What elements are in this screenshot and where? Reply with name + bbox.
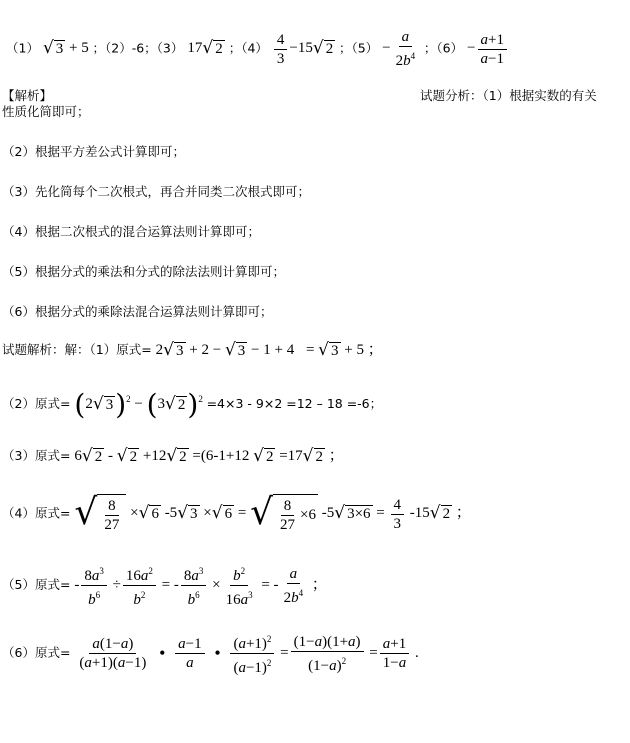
solution-2-tail: =4×3 - 9×2 =12 – 18 =-6； bbox=[206, 395, 383, 411]
solution-3-expr: 6 √ 2 - √ 2 +12 √ 2 =(6-1+12 √ 2 =17 √ 2 ； bbox=[74, 445, 344, 466]
solution-6 bbox=[2, 630, 419, 677]
solution-4 bbox=[2, 494, 471, 534]
answer-6-label: ；（6） bbox=[423, 40, 464, 56]
solution-6-expr: $\frac{a(1-a)}{(a+1)(a-1)}$ • $\frac{a-1}{a}$ • $\frac{(a+1)^2}{(a-1)^2}$ = $\frac{(1-a)(1+a)}{(1-a)^2}$ = $\frac{a+1}{1-a}$ . bbox=[74, 645, 418, 661]
analysis-header: 【解析】 bbox=[2, 88, 53, 103]
answer-4-value: $\frac{4}{3}$ −15 √ 2 bbox=[272, 40, 339, 56]
step-1: 性质化简即可； bbox=[2, 104, 90, 119]
answer-5-label: ；（5） bbox=[338, 40, 379, 56]
answer-4-label: ；（4） bbox=[228, 40, 268, 56]
solution-3 bbox=[2, 444, 344, 466]
answer-line bbox=[6, 28, 509, 70]
step-5: （5）根据分式的乘法和分式的除法法则计算即可； bbox=[2, 264, 285, 279]
solution-1-expr: 2 √ 3 + 2 − √ 3 − 1 + 4 = √ 3 + 5 ； bbox=[155, 339, 383, 360]
solution-intro: 试题解析：解：（1）原式= bbox=[2, 342, 152, 357]
solution-4-label: （4）原式= bbox=[2, 505, 71, 521]
step-6: （6）根据分式的乘除法混合运算法则计算即可； bbox=[2, 304, 273, 319]
solution-2-label: （2）原式= bbox=[2, 395, 71, 411]
solution-2-expr: (2 √ 3 )$^2$ − (3 √ 2 )$^2$ bbox=[74, 388, 203, 421]
solution-1 bbox=[2, 338, 383, 360]
solution-3-label: （3）原式= bbox=[2, 448, 71, 463]
solution-5-expr: - $\frac{8a^3}{b^6}$ ÷ $\frac{16a^2}{b^2}$ = - $\frac{8a^3}{b^6}$ × $\frac{b^2}{16a^3}$ = - $\frac{a}{2b^4}$ ； bbox=[74, 577, 326, 593]
analysis-intro: 试题分析：（1）根据实数的有关 bbox=[420, 88, 597, 103]
solution-4-expr: √ $\frac{8}{27}$ × √ 6 -5 √ 3 × √ 6 = √ $\frac{8}{27}$ ×6 -5 √ 3×6 = $\frac{4}{3}$ -15 √ 2 ； bbox=[74, 492, 471, 533]
answer-6-value: − $\frac{a+1}{a-1}$ bbox=[467, 40, 509, 56]
solution-5 bbox=[2, 562, 327, 609]
solution-5-label: （5）原式= bbox=[2, 576, 71, 592]
solution-6-label: （6）原式= bbox=[2, 644, 71, 660]
answer-3-value: 17 √ 2 bbox=[187, 38, 223, 58]
step-3: （3）先化简每个二次根式，再合并同类二次根式即可； bbox=[2, 184, 310, 199]
step-4: （4）根据二次根式的混合运算法则计算即可； bbox=[2, 224, 260, 239]
answer-2-3-label: ；（2）-6；（3） bbox=[92, 40, 184, 56]
step-2: （2）根据平方差公式计算即可； bbox=[2, 144, 185, 159]
answer-1-label: （1） bbox=[6, 40, 39, 56]
answer-1-value: √ 3 + 5 bbox=[42, 38, 93, 58]
answer-5-value: − $\frac{a}{2b^4}$ bbox=[382, 29, 416, 69]
solution-2 bbox=[2, 388, 382, 421]
